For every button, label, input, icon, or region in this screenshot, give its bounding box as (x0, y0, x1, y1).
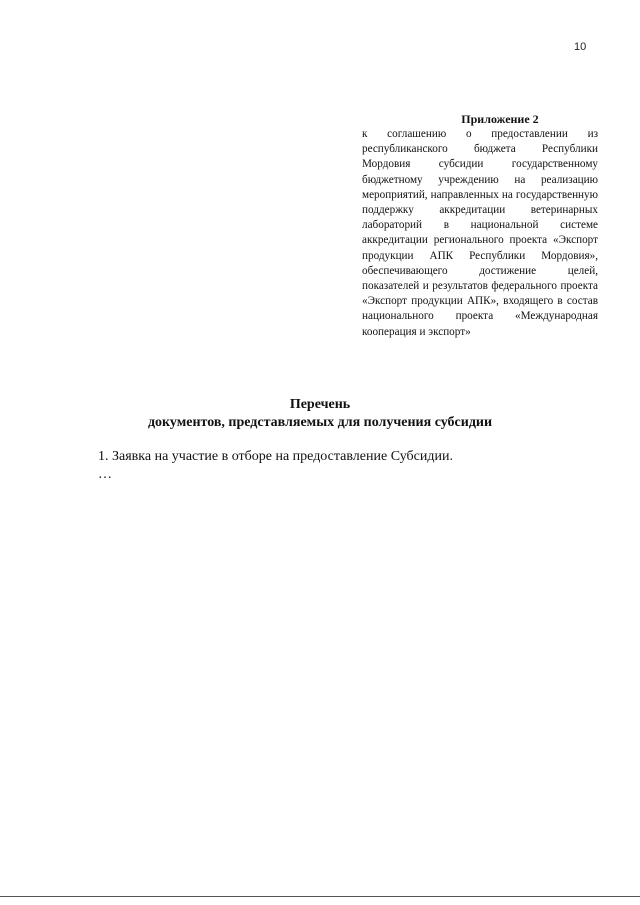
list-item: 1. Заявка на участие в отборе на предоставление Субсидии. (98, 449, 453, 464)
appendix-block (362, 112, 598, 340)
appendix-title: Приложение 2 (461, 112, 539, 126)
page-number: 10 (574, 41, 587, 53)
page-bottom-divider (0, 896, 640, 897)
appendix-text: к соглашению о предоставлении из республиканского бюджета Республики Мордовия субсидии государственному бюджетному учреждению на реализацию мероприятий, направленных на государственную поддержку аккредитации ветеринарных лабораторий в национальной системе аккредитации регионального проекта «Экспорт продукции АПК Республики Мордовия», обеспечивающего достижение целей, показателей и результатов федерального проекта «Экспорт продукции АПК», входящего в состав национального проекта «Международная кооперация и экспорт» (362, 128, 598, 338)
document-title (60, 396, 580, 432)
document-title-line-2: документов, представляемых для получения субсидии (147, 415, 493, 430)
document-title-line-1: Перечень (289, 397, 351, 412)
ellipsis: … (98, 467, 112, 482)
